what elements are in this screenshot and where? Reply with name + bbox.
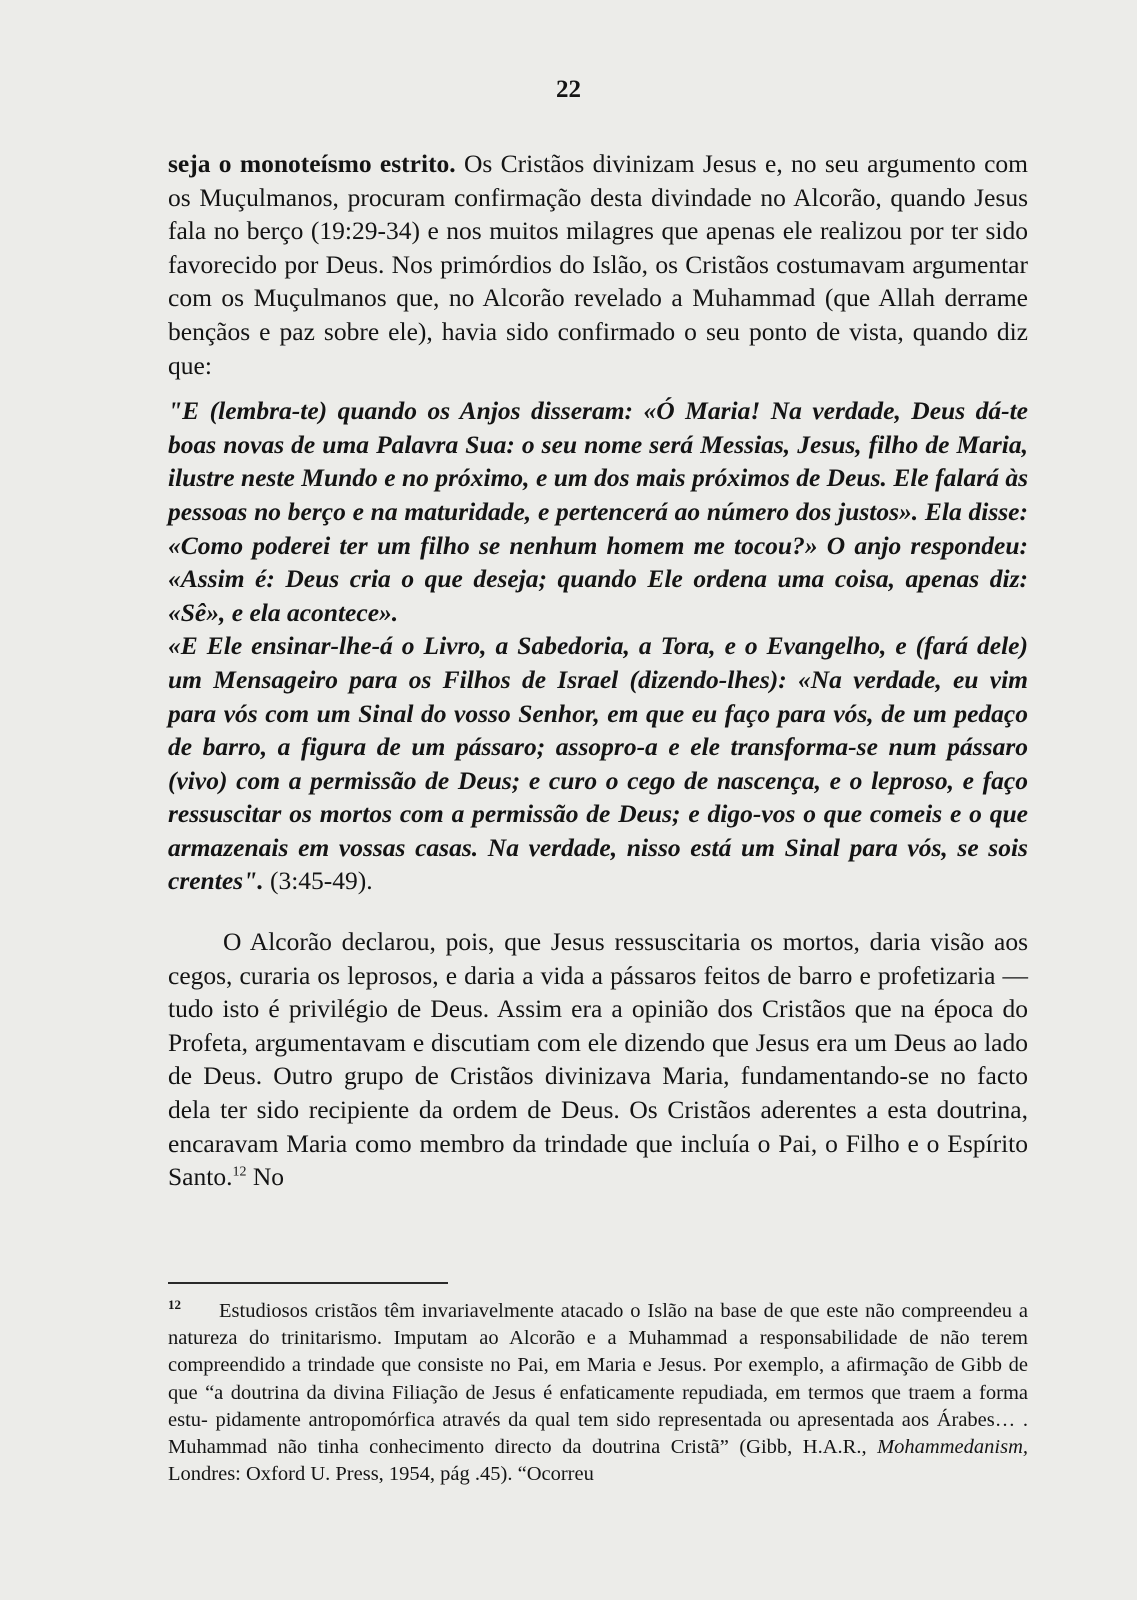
footnote-mark: 12 [168, 1297, 181, 1313]
quran-quote-2 [168, 629, 1028, 898]
footnote-divider [168, 1282, 448, 1284]
page-number: 22 [556, 76, 581, 103]
paragraph-2-tail: No [246, 1162, 285, 1192]
main-text [168, 147, 1028, 1194]
quran-quote-2-text: «E Ele ensinar-lhe-á o Livro, a Sabedoria, a Tora, e o Evangelho, e (fará dele) um Mensageiro para os Filhos de Israel (dizendo-lhes): «Na verdade, eu vim para vós com um Sinal do vosso Senhor, em que eu faço para vós, de um pedaço de barro, a figura de um pássaro; assopro-a e ele transforma-se num pássaro (vivo) com a permissão de Deus; e curo o cego de nascença, e o leproso, e faço ressuscitar os mortos com a permissão de Deus; e digo-vos o que comeis e o que armazenais em vossas casas. Na verdade, nisso está um Sinal para vós, se sois crentes". [168, 631, 1028, 896]
footnote-book-title: Mohammedanism, [877, 1436, 1028, 1459]
footnote-text-b: Londres: Oxford U. Press, 1954, pág .45). “Ocorreu [168, 1463, 594, 1486]
footnote-text-a: Estudiosos cristãos têm invariavelmente atacado o Islão na base de que este não compreendeu a natureza do trinitarismo. Imputam ao Alcorão e a Muhammad a responsabilidade de não terem compreendido a trindade que consiste no Pai, em Maria e Jesus. Por exemplo, a afirmação de Gibb de que “a doutrina da divina Filiação de Jesus é enfaticamente repudiada, em termos que traem a forma estu- pidamente antropomórfica através da qual tem sido representada ou apresentada aos Árabes… . Muhammad não tinha conhecimento directo da doutrina Cristã” (Gibb, H.A.R., [168, 1300, 1028, 1459]
paragraph-1 [168, 147, 1028, 382]
footnote-12 [168, 1298, 1028, 1488]
quran-quote-1: "E (lembra-te) quando os Anjos disseram: «Ó Maria! Na verdade, Deus dá-te boas novas de uma Palavra Sua: o seu nome será Messias, Jesus, filho de Maria, ilustre neste Mundo e no próximo, e um dos mais próximos de Deus. Ele falará às pessoas no berço e na maturidade, e pertencerá ao número dos justos». Ela disse: «Como poderei ter um filho se nenhum homem me tocou?» O anjo respondeu: «Assim é: Deus cria o que deseja; quando Ele ordena uma coisa, apenas diz: «Sê», e ela acontece». [168, 396, 1028, 627]
paragraph-1-text: Os Cristãos divinizam Jesus e, no seu argumento com os Muçulmanos, procuram confirmação desta divindade no Alcorão, quando Jesus fala no berço (19:29-34) e nos muitos milagres que apenas ele realizou por ter sido favorecido por Deus. Nos primórdios do Islão, os Cristãos costumavam argumentar com os Muçulmanos que, no Alcorão revelado a Muhammad (que Allah derrame bençãos e paz sobre ele), havia sido confirmado o seu ponto de vista, quando diz que: [168, 149, 1028, 380]
quran-quote-2-reference: (3:45-49). [263, 866, 373, 896]
paragraph-2 [168, 925, 1028, 1194]
paragraph-2-text: O Alcorão declarou, pois, que Jesus ressuscitaria os mortos, daria visão aos cegos, curaria os leprosos, e daria a vida a pássaros feitos de barro e profetizaria — tudo isto é privilégio de Deus. Assim era a opinião dos Cristãos que na época do Profeta, argumentavam e discutiam com ele dizendo que Jesus era um Deus ao lado de Deus. Outro grupo de Cristãos divinizava Maria, fundamentando-se no facto dela ter sido recipiente da ordem de Deus. Os Cristãos aderentes a esta doutrina, encaravam Maria como membro da trindade que incluía o Pai, o Filho e o Espírito Santo. [168, 927, 1028, 1192]
paragraph-1-lead: seja o monoteísmo estrito. [168, 149, 456, 178]
footnote-reference-12[interactable]: 12 [232, 1164, 247, 1180]
